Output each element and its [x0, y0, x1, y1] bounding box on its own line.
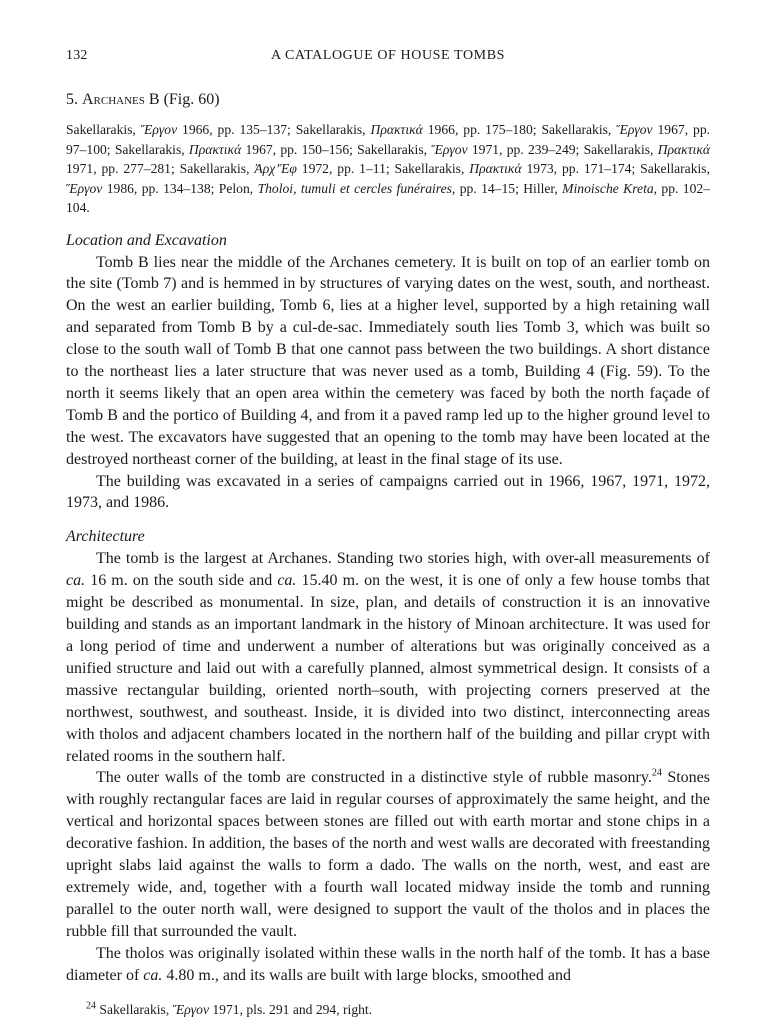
italic-text: Ἕργον	[431, 141, 468, 157]
section-heading: Architecture	[66, 528, 145, 546]
text-run: 1972, pp. 1–11; Sakellarakis,	[296, 161, 470, 176]
text-run: Tomb B lies near the middle of the Archanes cemetery. It is built on top of an earlier tomb on the site (Tomb 7) and is hemmed in by structures of varying dates on the west, south, and northeast. On the west an earlier building, Tomb 6, lies at a higher level, supported by a high retaining wall and separated from Tomb B by a cul-de-sac. Immediately south lies Tomb 3, which was built so close to the south wall of Tomb B that one cannot pass between the two buildings. A short distance to the northeast lies a later structure that was never used as a tomb, Building 4 (Fig. 59). To the north it seems likely that an open area within the cemetery was faced by both the north façade of Tomb B and the portico of Building 4, and from it a paved ramp led up to the higher ground level to the west. The excavators have suggested that an opening to the tomb may have been located at the destroyed northeast corner of the building, at least in the final stage of its use.	[66, 253, 710, 468]
section-heading: Location and Excavation	[66, 231, 227, 249]
text-run: , pp. 102–104.	[66, 180, 710, 215]
italic-text: Ἕργον	[172, 1001, 209, 1017]
running-head	[66, 48, 710, 68]
text-run: 1967, pp. 150–156; Sakellarakis,	[241, 141, 432, 157]
running-title: A CATALOGUE OF HOUSE TOMBS	[270, 48, 506, 63]
italic-text: Ἕργον	[616, 122, 653, 137]
italic-text: Ἀρχ’Ἐφ	[254, 161, 297, 176]
italic-text: Πρακτικά	[657, 141, 710, 157]
italic-text: ca.	[277, 572, 297, 590]
text-run: The tomb is the largest at Archanes. Standing two stories high, with over-all measurements of	[96, 550, 710, 568]
text-run: Sakellarakis,	[66, 122, 141, 137]
text-run: 1966, pp. 175–180; Sakellarakis,	[422, 122, 617, 137]
footnote	[66, 1001, 710, 1019]
italic-text: Ἕργον	[140, 122, 178, 137]
text-run: Stones with roughly rectangular faces are laid in regular courses of approximately the same height, and the vertical and horizontal spaces between stones are filled out with earth mortar and stone chips in a decorative fashion. In addition, the bases of the north and west walls are decorated with freestanding upright slabs laid against the walls to form a dado. The walls on the north, west, and east are extremely wide, and, together with a fourth wall located midway inside the tomb and running parallel to the outer north wall, were designed to support the vault of the tholos and in places the rubble fill that surrounded the vault.	[66, 769, 711, 940]
text-run: , pp. 14–15; Hiller,	[451, 180, 563, 196]
text-run: 4.80 m., and its walls are built with large blocks, smoothed and	[162, 966, 571, 984]
entry-heading	[66, 90, 710, 110]
paragraph	[66, 548, 710, 767]
italic-text: Πρακτικά	[469, 161, 522, 176]
text-run: 1967, pp. 97–100; Sakellarakis,	[66, 122, 711, 157]
text-run: 1986, pp. 134–138; Pelon,	[102, 180, 258, 196]
paragraph	[66, 252, 710, 471]
entry-number: 5.	[66, 91, 78, 108]
entry-name: Archanes B	[82, 91, 160, 108]
text-run: The tholos was originally isolated within these walls in the north half of the tomb. It has a base diameter of	[66, 944, 710, 984]
text-run: The outer walls of the tomb are constructed in a distinctive style of rubble masonry.	[96, 769, 652, 787]
page-number: 132	[66, 48, 88, 63]
italic-text: ca.	[66, 572, 86, 590]
footnote-ref: 24	[651, 768, 662, 780]
text-run: 1971, pp. 277–281; Sakellarakis,	[66, 161, 255, 176]
text-run: 1973, pp. 171–174; Sakellarakis,	[521, 161, 710, 176]
paragraph	[66, 767, 710, 942]
italic-text: ca.	[143, 966, 163, 984]
text-run: 1971, pp. 239–249; Sakellarakis,	[467, 141, 658, 157]
text-run: The building was excavated in a series of campaigns carried out in 1966, 1967, 1971, 1972, 1973, and 1986.	[66, 472, 710, 512]
text-run: Sakellarakis,	[96, 1001, 173, 1017]
italic-text: Ἕργον	[66, 180, 103, 196]
paragraph	[66, 471, 710, 515]
paragraph	[66, 943, 710, 987]
text-run: 15.40 m. on the west, it is one of only a few house tombs that might be described as monumental. In size, plan, and details of construction it is an innovative building and stands as an important landmark in the history of Minoan architecture. It was used for a long period of time and underwent a number of alterations but was originally conceived as a unified structure and laid out with a carefully planned, almost symmetrical design. It consists of a massive rectangular building, oriented north–south, with projecting corners preserved at the northwest, southwest, and southeast. Inside, it is divided into two distinct, interconnecting areas with tholos and adjacent chambers located in the northern half of the building and pillar crypt with related rooms in the southern half.	[66, 572, 710, 765]
text-run: 16 m. on the south side and	[85, 572, 278, 590]
italic-text: Tholoi, tumuli et cercles funéraires	[257, 180, 452, 196]
text-run: 1966, pp. 135–137; Sakellarakis,	[177, 122, 371, 137]
italic-text: Minoische Kreta	[562, 180, 654, 196]
entry-figure-ref: (Fig. 60)	[163, 91, 220, 108]
text-run: 1971, pls. 291 and 294, right.	[208, 1001, 373, 1017]
italic-text: Πρακτικά	[188, 141, 242, 157]
body-text	[66, 230, 710, 987]
italic-text: Πρακτικά	[370, 122, 423, 137]
footnote-marker: 24	[86, 999, 96, 1011]
page	[66, 48, 710, 1019]
bibliography	[66, 120, 710, 218]
